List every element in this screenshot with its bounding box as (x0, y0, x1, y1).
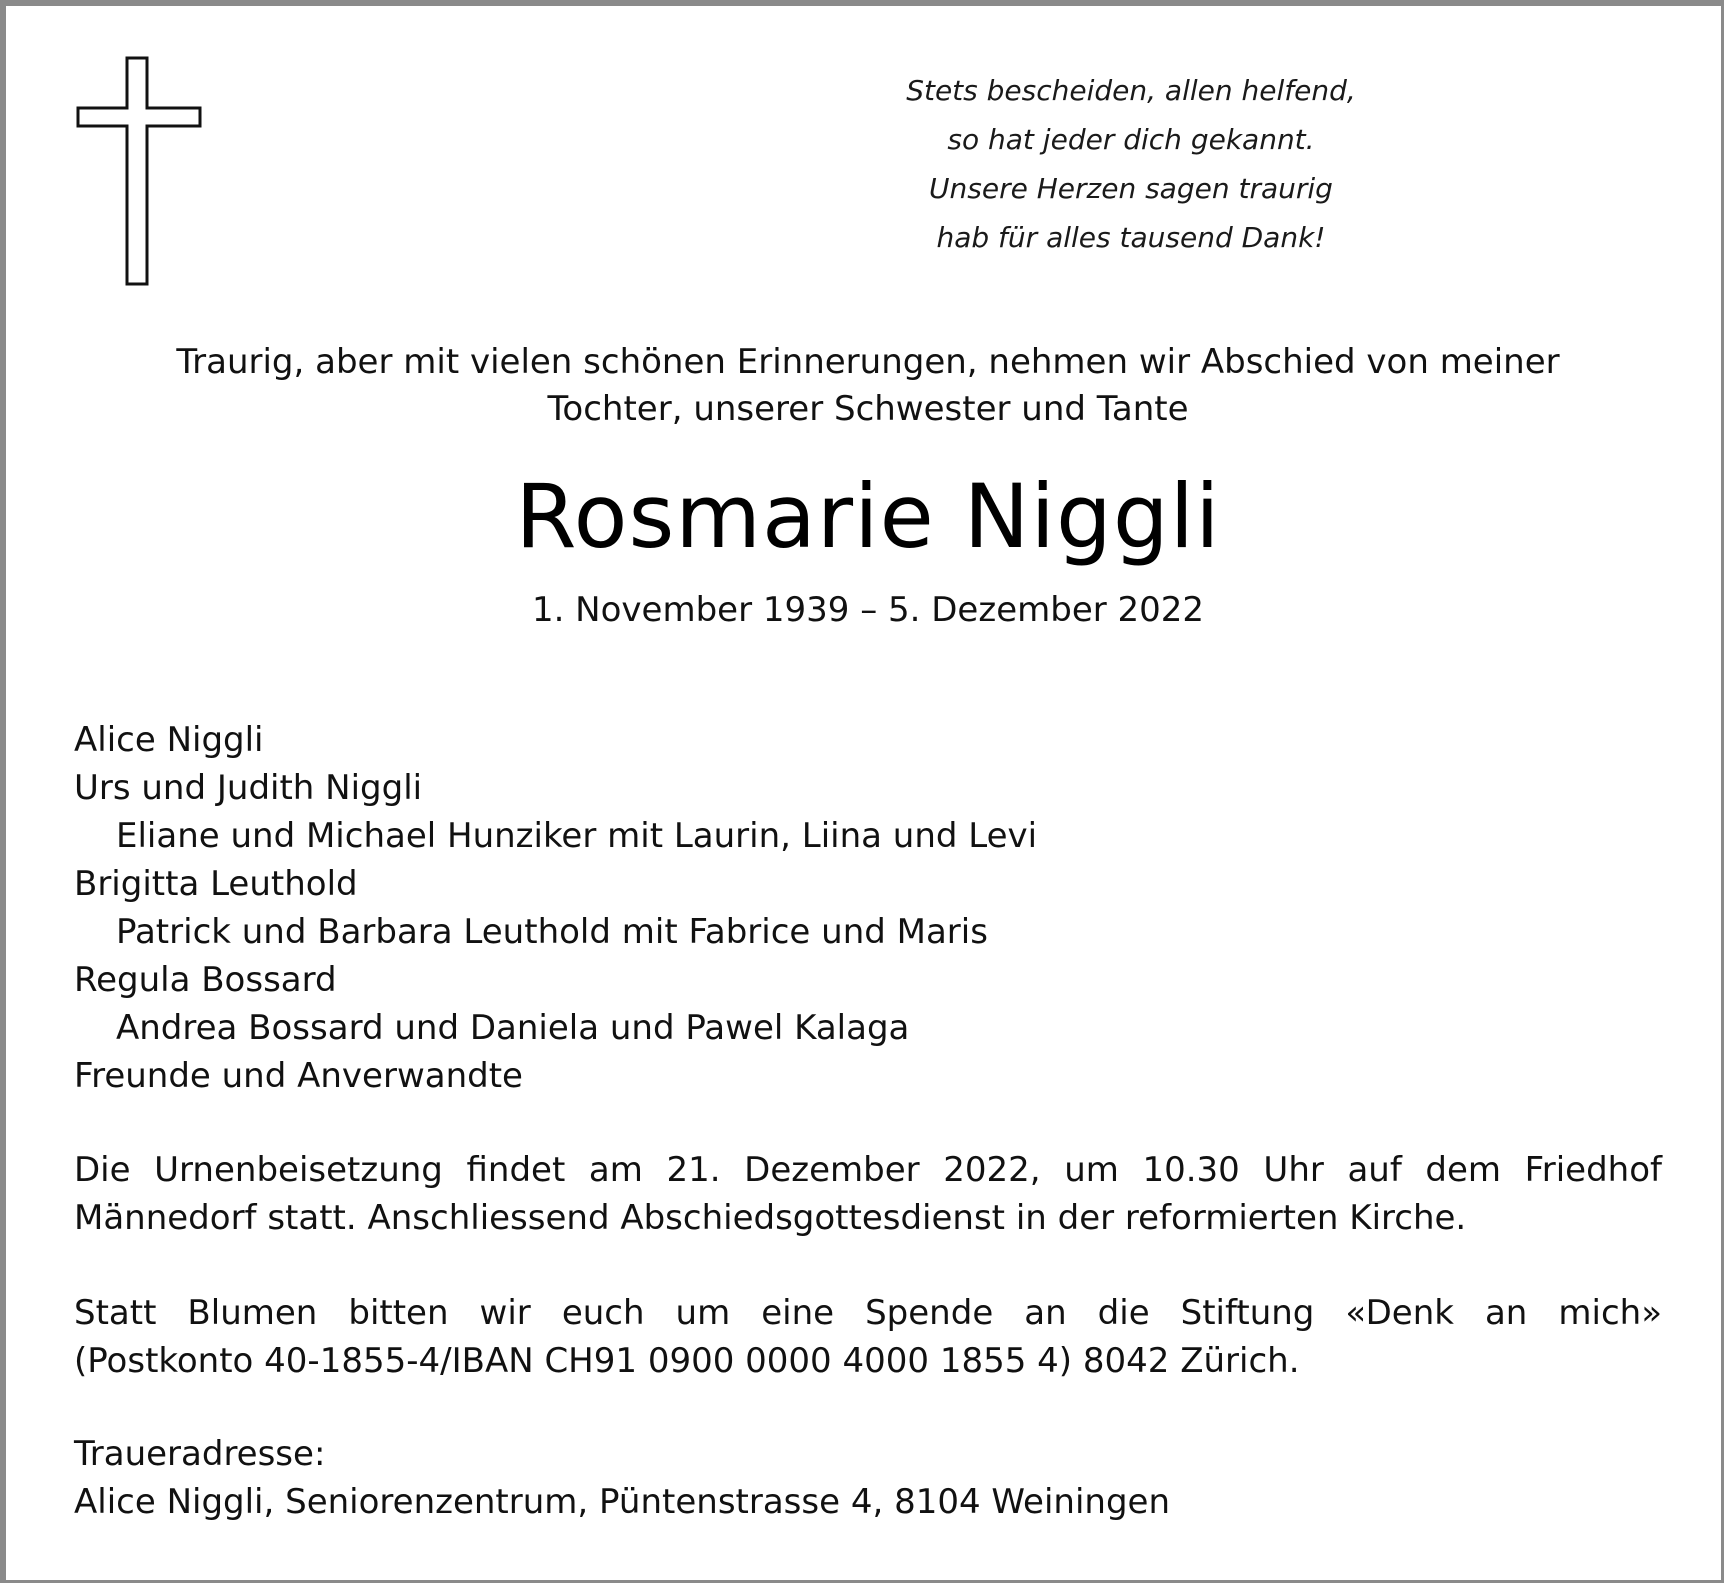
burial-line: Die Urnenbeisetzung findet am 21. Dezember 2022, um 10.30 Uhr auf dem Friedhof (74, 1150, 1662, 1190)
mourning-address (74, 1430, 1662, 1526)
verse-line: Stets bescheiden, allen helfend, (906, 74, 1356, 107)
cross-icon (76, 56, 202, 286)
burial-notice (74, 1146, 1662, 1242)
donation-line: (Postkonto 40-1855-4/IBAN CH91 0900 0000 4000 1855 4) 8042 Zürich. (74, 1341, 1300, 1381)
mourner-entry-sub: Eliane und Michael Hunziker mit Laurin, Liina und Levi (116, 816, 1038, 856)
mourner-entry-sub: Andrea Bossard und Daniela und Pawel Kalaga (116, 1008, 910, 1048)
verse-line: Unsere Herzen sagen traurig (929, 172, 1333, 205)
deceased-name: Rosmarie Niggli (515, 465, 1221, 568)
address-label: Traueradresse: (74, 1434, 326, 1474)
verse-line: so hat jeder dich gekannt. (947, 123, 1315, 156)
address-value: Alice Niggli, Seniorenzentrum, Püntenstrasse 4, 8104 Weiningen (74, 1482, 1171, 1522)
intro-line: Tochter, unserer Schwester und Tante (547, 389, 1189, 429)
intro-text (66, 339, 1670, 433)
mourner-entry: Freunde und Anverwandte (74, 1056, 523, 1096)
mourner-entry-sub: Patrick und Barbara Leuthold mit Fabrice und Maris (116, 912, 988, 952)
mourners-list (74, 716, 1174, 1100)
life-dates: 1. November 1939 – 5. Dezember 2022 (531, 590, 1205, 630)
mourner-entry: Brigitta Leuthold (74, 864, 358, 904)
donation-notice (74, 1289, 1662, 1385)
mourner-entry: Regula Bossard (74, 960, 337, 1000)
donation-line: Statt Blumen bitten wir euch um eine Spende an die Stiftung «Denk an mich» (74, 1293, 1662, 1333)
intro-line: Traurig, aber mit vielen schönen Erinnerungen, nehmen wir Abschied von meiner (176, 342, 1560, 382)
mourner-entry: Alice Niggli (74, 720, 264, 760)
burial-line: Männedorf statt. Anschliessend Abschiedsgottesdienst in der reformierten Kirche. (74, 1198, 1467, 1238)
mourner-entry: Urs und Judith Niggli (74, 768, 423, 808)
verse-line: hab für alles tausend Dank! (936, 221, 1326, 254)
memorial-verse (836, 66, 1426, 262)
